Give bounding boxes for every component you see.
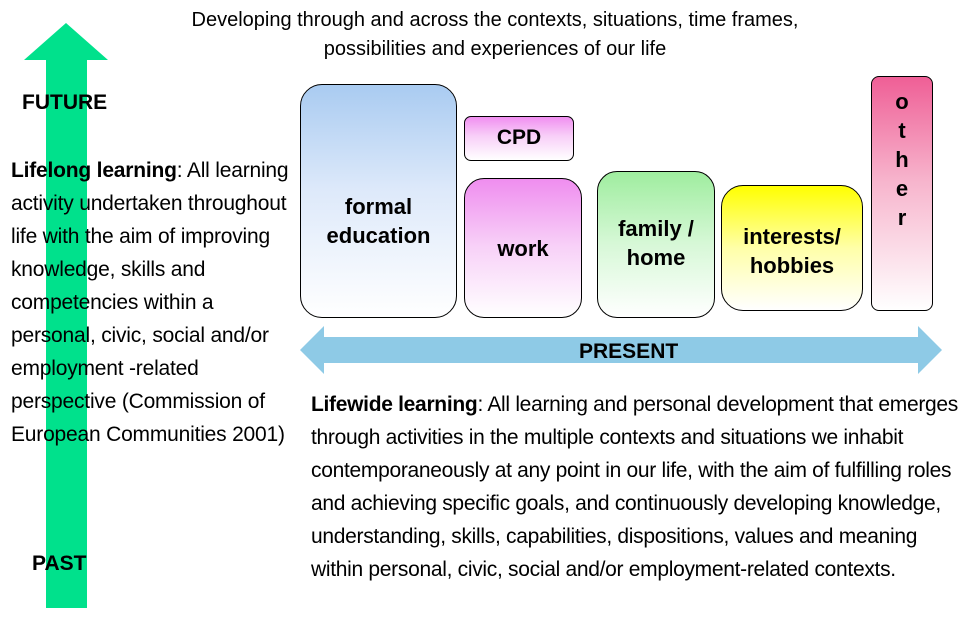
- formal-education-label: formal education: [326, 194, 431, 248]
- interests-hobbies-label: interests/ hobbies: [743, 224, 841, 278]
- context-interests-hobbies: [721, 185, 863, 311]
- lifelong-learning-text: : All learning activity undertaken throughout life with the aim of improving knowledge, skills and competencies within a personal, civic, social and/or employment -related perspective (Commission of European Communities 2001): [11, 159, 289, 446]
- lifewide-learning-definition: [311, 388, 959, 586]
- past-label: PAST: [32, 552, 87, 575]
- lifewide-learning-text: : All learning and personal development that emerges through activities in the multiple contexts and situations we inhabit contemporaneously at any point in our life, with the aim of fulfilling roles and achieving specific goals, and continuously developing knowledge, understanding, skills, capabilities, dispositions, values and meaning within personal, civic, social and/or employment-related contexts.: [311, 393, 958, 581]
- diagram-title: Developing through and across the contexts, situations, time frames, possibilities and experiences of our life: [191, 9, 799, 60]
- other-label: other: [895, 89, 909, 230]
- context-cpd: [464, 116, 574, 161]
- work-label: work: [497, 235, 549, 261]
- lifewide-learning-term: Lifewide learning: [311, 393, 478, 416]
- context-family-home: [597, 171, 715, 318]
- lifelong-learning-definition: [11, 154, 291, 451]
- cpd-label: CPD: [496, 126, 542, 149]
- future-label: FUTURE: [22, 91, 108, 114]
- family-home-label: family / home: [618, 215, 694, 270]
- context-formal-education: [300, 84, 457, 318]
- present-label: PRESENT: [579, 340, 679, 363]
- lifelong-learning-term: Lifelong learning: [11, 159, 177, 182]
- context-other: [871, 76, 933, 311]
- context-work: [464, 178, 582, 318]
